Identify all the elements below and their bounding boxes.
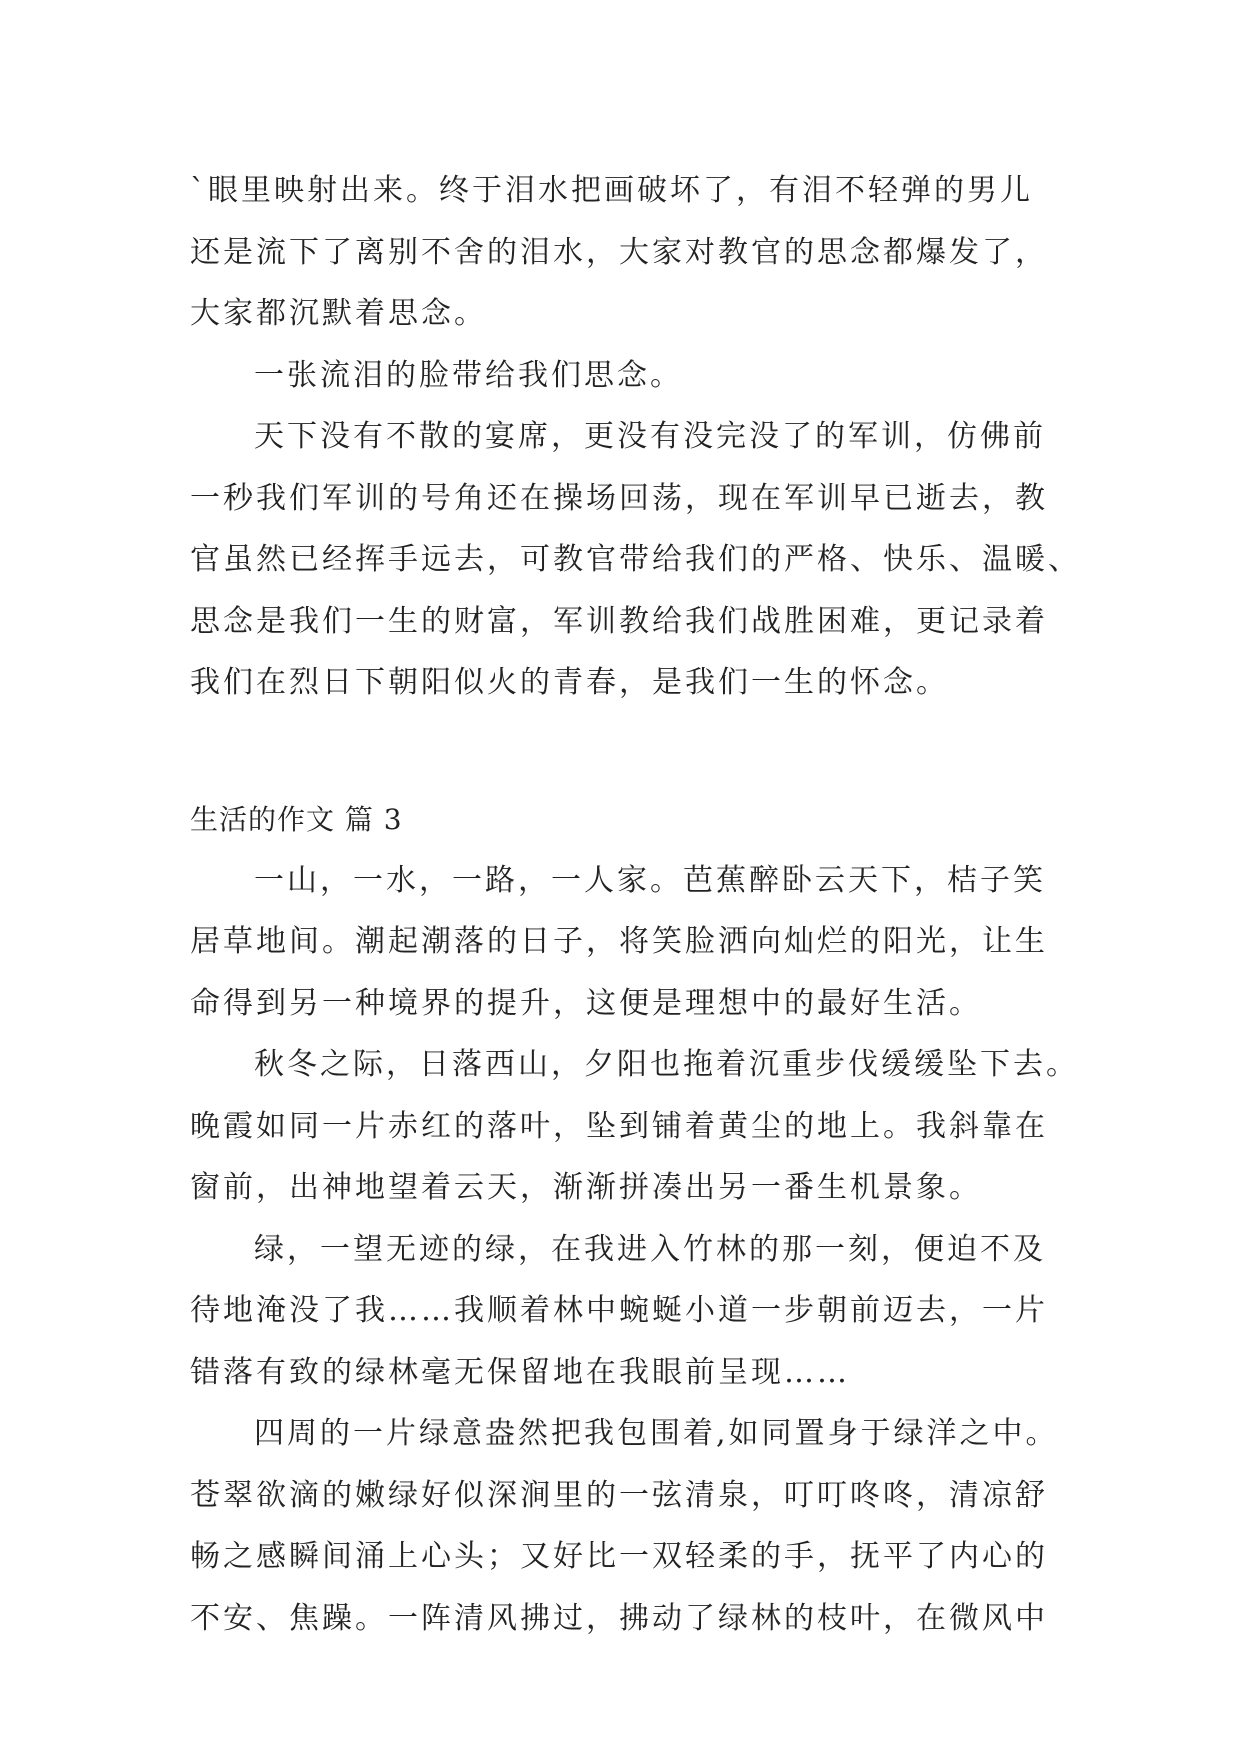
- paragraph-start-line: 绿，一望无迹的绿，在我进入竹林的那一刻，便迫不及: [254, 1231, 1046, 1267]
- text-line: 畅之感瞬间涌上心头；又好比一双轻柔的手，抚平了内心的: [190, 1539, 1048, 1574]
- text-line: `眼里映射出来。终于泪水把画破坏了，有泪不轻弹的男儿: [190, 173, 1033, 208]
- text-line: 命得到另一种境界的提升，这便是理想中的最好生活。: [190, 985, 982, 1021]
- text-line: 晚霞如同一片赤红的落叶，坠到铺着黄尘的地上。我斜靠在: [190, 1108, 1048, 1144]
- text-line: 待地淹没了我……我顺着林中蜿蜒小道一步朝前迈去，一片: [190, 1293, 1048, 1328]
- text-line: 大家都沉默着思念。: [190, 296, 487, 331]
- text-line: 不安、焦躁。一阵清风拂过，拂动了绿林的枝叶，在微风中: [190, 1600, 1048, 1636]
- section-gap: [190, 714, 1060, 790]
- text-line: 还是流下了离别不舍的泪水，大家对教官的思念都爆发了，: [190, 234, 1048, 270]
- text-line: 一秒我们军训的号角还在操场回荡，现在军训早已逝去，教: [190, 480, 1048, 516]
- paragraph-start-line: 一山，一水，一路，一人家。芭蕉醉卧云天下，桔子笑: [254, 862, 1046, 898]
- document-body: [190, 160, 1081, 1649]
- text-line: 苍翠欲滴的嫩绿好似深涧里的一弦清泉，叮叮咚咚，清凉舒: [190, 1477, 1048, 1513]
- text-line: 错落有致的绿林毫无保留地在我眼前呈现……: [190, 1354, 850, 1390]
- paragraph-start-line: 四周的一片绿意盎然把我包围着,如同置身于绿洋之中。: [254, 1416, 1059, 1451]
- text-line: 思念是我们一生的财富，军训教给我们战胜困难，更记录着: [190, 603, 1048, 639]
- text-line: 窗前，出神地望着云天，渐渐拼凑出另一番生机景象。: [190, 1170, 982, 1205]
- paragraph-start-line: 秋冬之际，日落西山，夕阳也拖着沉重步伐缓缓坠下去。: [254, 1047, 1079, 1082]
- paragraph-start-line: 天下没有不散的宴席，更没有没完没了的军训，仿佛前: [254, 419, 1046, 454]
- text-line: 官虽然已经挥手远去，可教官带给我们的严格、快乐、温暖、: [190, 542, 1081, 577]
- text-line: 居草地间。潮起潮落的日子，将笑脸洒向灿烂的阳光，让生: [190, 924, 1048, 959]
- paragraph-start-line: 一张流泪的脸带给我们思念。: [254, 357, 683, 393]
- section-heading: 生活的作文 篇 3: [190, 802, 403, 836]
- text-line: 我们在烈日下朝阳似火的青春，是我们一生的怀念。: [190, 665, 949, 700]
